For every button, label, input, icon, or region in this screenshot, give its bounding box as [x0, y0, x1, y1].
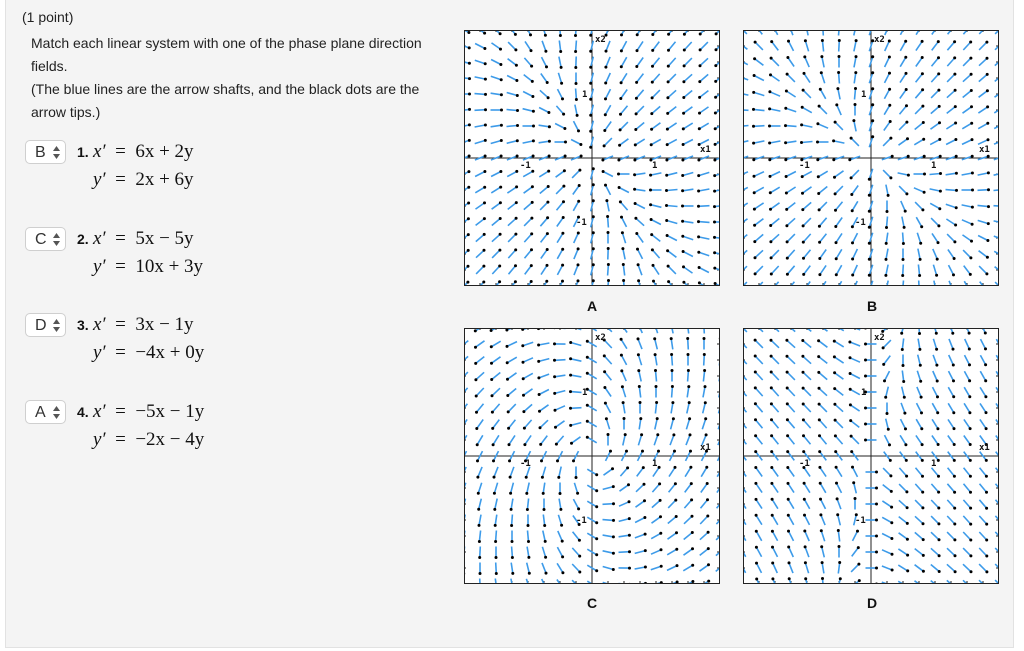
svg-text:x2: x2 — [874, 333, 885, 343]
instructions-line-1: Match each linear system with one of the phase plane direction fields. — [31, 35, 422, 74]
up-down-chevron-icon — [52, 145, 61, 160]
svg-text:-1: -1 — [576, 516, 587, 526]
selected-value: D — [35, 317, 47, 334]
svg-text:1: 1 — [652, 161, 658, 171]
problem-number: 4. — [77, 404, 89, 420]
x-prime-equation: x′ = 3x − 1y — [93, 314, 194, 335]
svg-text:1: 1 — [652, 459, 658, 469]
svg-text:x1: x1 — [700, 443, 711, 453]
svg-text:-1: -1 — [799, 459, 810, 469]
svg-text:-1: -1 — [855, 218, 866, 228]
selected-value: C — [35, 231, 47, 248]
y-prime-equation: y′ = −4x + 0y — [93, 342, 205, 363]
x-prime-equation: x′ = −5x − 1y — [93, 401, 205, 422]
answer-select-1[interactable] — [25, 140, 66, 164]
svg-text:x2: x2 — [874, 35, 885, 45]
answer-select-2[interactable] — [25, 227, 66, 251]
svg-text:x2: x2 — [595, 333, 606, 343]
svg-text:1: 1 — [861, 90, 867, 100]
problem-number: 2. — [77, 231, 89, 247]
y-prime-equation: y′ = −2x − 4y — [93, 429, 205, 450]
svg-text:1: 1 — [861, 388, 867, 398]
svg-text:-1: -1 — [576, 218, 587, 228]
y-prime-equation: y′ = 2x + 6y — [93, 169, 194, 190]
svg-text:x1: x1 — [979, 145, 990, 155]
plot-label-a: A — [586, 298, 598, 314]
problem-number: 1. — [77, 144, 89, 160]
y-prime-equation: y′ = 10x + 3y — [93, 256, 204, 277]
x-prime-equation: x′ = 6x + 2y — [93, 141, 194, 162]
answer-select-4[interactable] — [25, 400, 66, 424]
svg-text:x1: x1 — [700, 145, 711, 155]
svg-text:-1: -1 — [855, 516, 866, 526]
up-down-chevron-icon — [52, 232, 61, 247]
selected-value: A — [35, 404, 46, 421]
up-down-chevron-icon — [52, 318, 61, 333]
svg-text:1: 1 — [931, 161, 937, 171]
plot-label-b: B — [866, 298, 878, 314]
svg-text:-1: -1 — [520, 459, 531, 469]
direction-field-c — [464, 328, 720, 584]
selected-value: B — [35, 144, 46, 161]
up-down-chevron-icon — [52, 405, 61, 420]
problem-number: 3. — [77, 317, 89, 333]
svg-text:-1: -1 — [520, 161, 531, 171]
points-label: (1 point) — [22, 9, 74, 25]
x-prime-equation: x′ = 5x − 5y — [93, 228, 194, 249]
svg-text:1: 1 — [582, 90, 588, 100]
answer-select-3[interactable] — [25, 313, 66, 337]
instructions — [31, 32, 451, 124]
instructions-line-2: (The blue lines are the arrow shafts, and the black dots are the arrow tips.) — [31, 81, 420, 120]
svg-text:x2: x2 — [595, 35, 606, 45]
direction-field-a — [464, 30, 720, 286]
svg-text:1: 1 — [931, 459, 937, 469]
direction-field-d — [743, 328, 999, 584]
plot-label-d: D — [866, 595, 878, 611]
svg-text:1: 1 — [582, 388, 588, 398]
svg-text:x1: x1 — [979, 443, 990, 453]
direction-field-b — [743, 30, 999, 286]
plot-label-c: C — [586, 595, 598, 611]
svg-text:-1: -1 — [799, 161, 810, 171]
